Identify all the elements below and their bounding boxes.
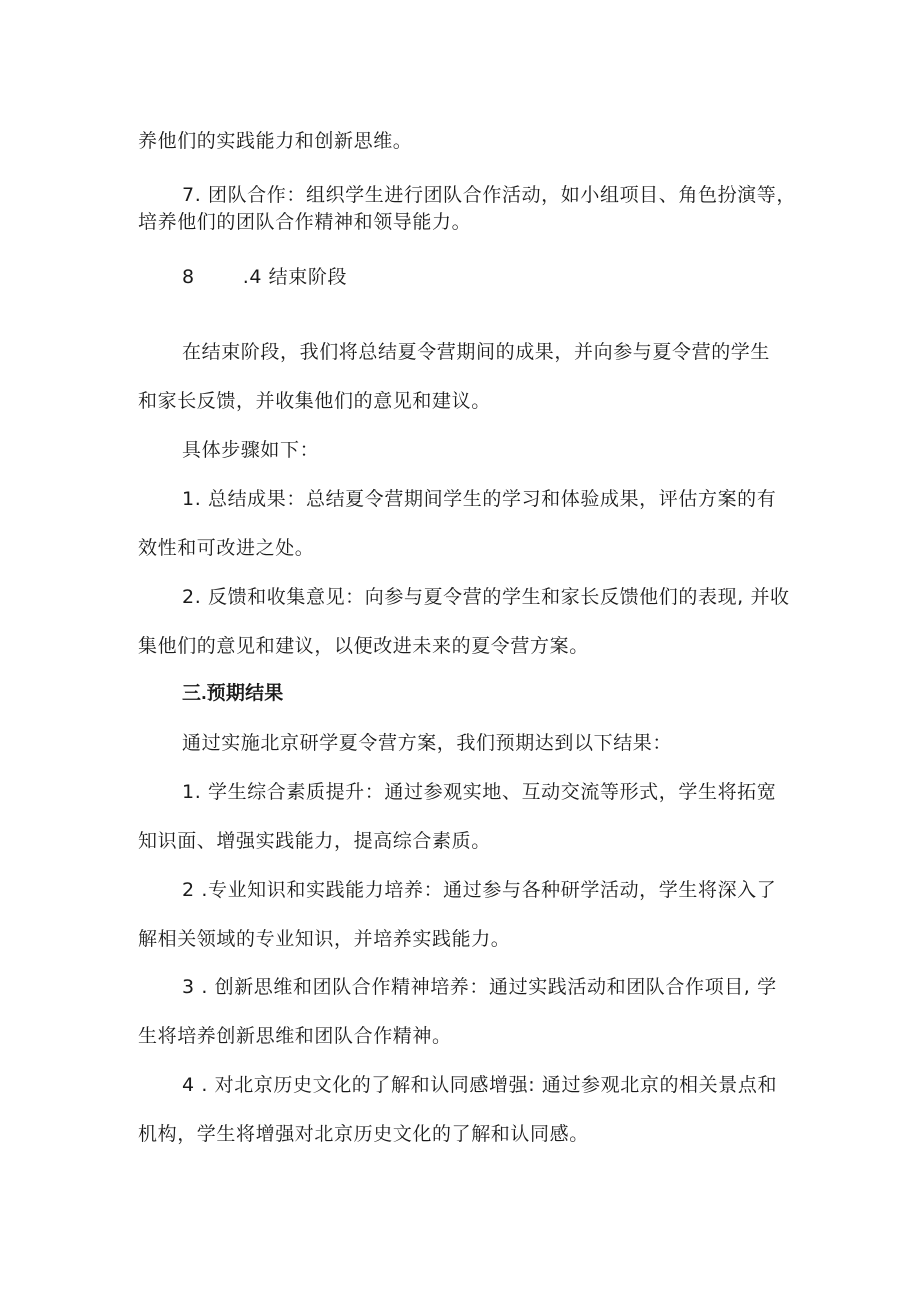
paragraph-line: 具体步骤如下： [182, 439, 320, 461]
list-item-professional: 2 .专业知识和实践能力培养：通过参与各种研学活动，学生将深入了 [182, 879, 777, 901]
paragraph-line: 生将培养创新思维和团队合作精神。 [138, 1025, 452, 1047]
section-title: .4 结束阶段 [242, 266, 348, 288]
list-item-innovation: 3 . 创新思维和团队合作精神培养：通过实践活动和团队合作项目, 学 [182, 976, 777, 998]
list-item-quality: 1. 学生综合素质提升：通过参观实地、互动交流等形式，学生将拓宽 [182, 781, 777, 803]
list-item-culture: 4 . 对北京历史文化的了解和认同感增强: 通过参观北京的相关景点和 [182, 1074, 778, 1096]
paragraph-line: 解相关领域的专业知识，并培养实践能力。 [138, 928, 511, 950]
paragraph-line: 集他们的意见和建议，以便改进未来的夏令营方案。 [138, 635, 589, 657]
paragraph-line: 知识面、增强实践能力，提高综合素质。 [138, 830, 491, 852]
list-item-team-cooperation: 7. 团队合作：组织学生进行团队合作活动，如小组项目、角色扮演等， [182, 184, 796, 206]
paragraph-line: 和家长反馈，并收集他们的意见和建议。 [138, 390, 491, 412]
paragraph-line: 通过实施北京研学夏令营方案，我们预期达到以下结果： [182, 732, 673, 754]
section-heading-closing-stage [182, 265, 347, 289]
section-number: 8 [182, 266, 195, 288]
paragraph-line: 机构，学生将增强对北京历史文化的了解和认同感。 [138, 1123, 589, 1145]
paragraph-line: 养他们的实践能力和创新思维。 [138, 130, 413, 152]
list-item-summary: 1. 总结成果：总结夏令营期间学生的学习和体验成果，评估方案的有 [182, 488, 777, 510]
list-item-feedback: 2. 反馈和收集意见：向参与夏令营的学生和家长反馈他们的表现, 并收 [182, 586, 790, 608]
section-heading-expected-results: 三.预期结果 [182, 683, 284, 704]
paragraph-line: 效性和可改进之处。 [138, 537, 315, 559]
paragraph-line: 在结束阶段，我们将总结夏令营期间的成果，并向参与夏令营的学生 [182, 341, 771, 363]
paragraph-line: 培养他们的团队合作精神和领导能力。 [138, 211, 472, 233]
